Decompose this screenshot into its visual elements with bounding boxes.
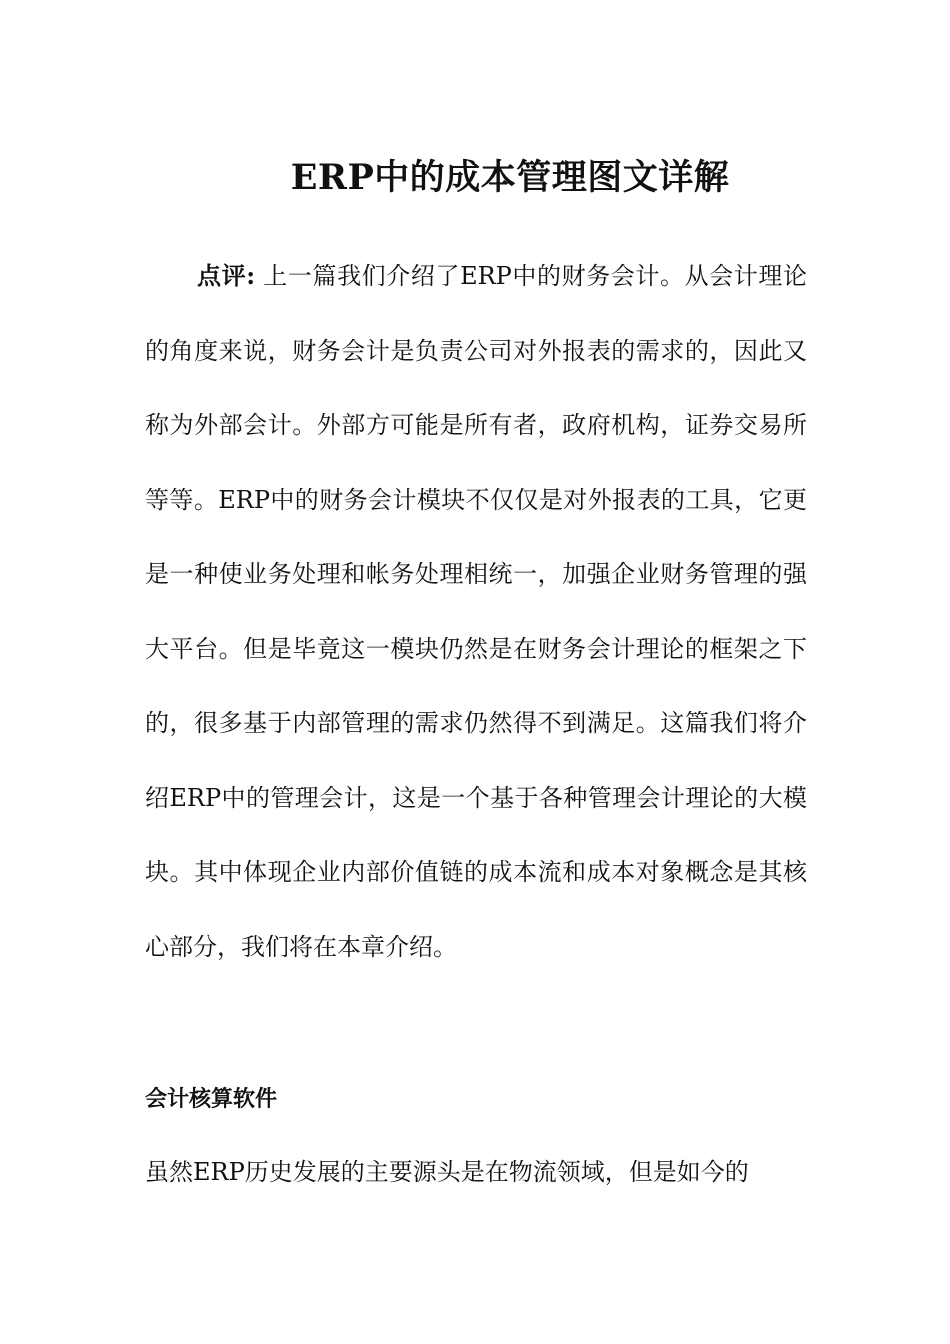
document-title: ERP中的成本管理图文详解 bbox=[290, 157, 730, 198]
section-heading: 会计核算软件 bbox=[145, 1087, 278, 1112]
body-paragraph: 虽然ERP历史发展的主要源头是在物流领域，但是如今的 bbox=[145, 1158, 749, 1186]
intro-lead-label: 点评: bbox=[197, 261, 256, 290]
intro-paragraph-text: 上一篇我们介绍了ERP中的财务会计。从会计理论的角度来说，财务会计是负责公司对外报表的需求的，因此又称为外部会计。外部方可能是所有者，政府机构，证券交易所等等。ERP中的财务会计模块不仅仅是对外报表的工具，它更是一种使业务处理和帐务处理相统一，加强企业财务管理的强大平台。但是毕竟这一模块仍然是在财务会计理论的框架之下的，很多基于内部管理的需求仍然得不到满足。这篇我们将介绍ERP中的管理会计，这是一个基于各种管理会计理论的大模块。其中体现企业内部价值链的成本流和成本对象概念是其核心部分，我们将在本章介绍。 bbox=[145, 262, 807, 961]
intro-paragraph bbox=[145, 239, 807, 984]
